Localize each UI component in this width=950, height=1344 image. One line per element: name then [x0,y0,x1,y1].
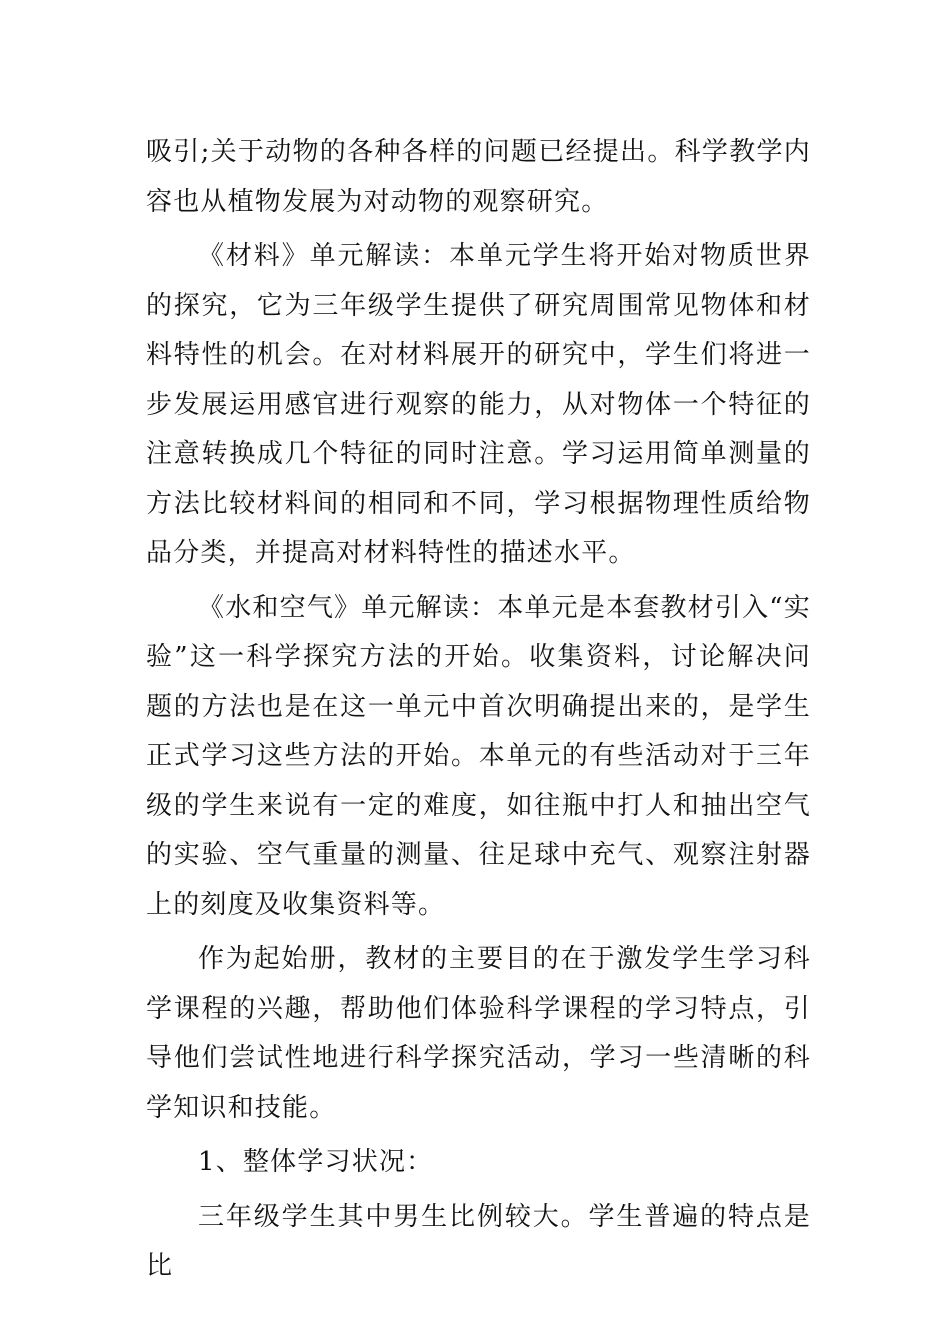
paragraph-water-air-unit: 《水和空气》单元解读：本单元是本套教材引入“实验”这一科学探究方法的开始。收集资料，讨论解决问题的方法也是在这一单元中首次明确提出来的，是学生正式学习这些方法的开始。本单元的有些活动对于三年级的学生来说有一定的难度，如往瓶中打人和抽出空气的实验、空气重量的测量、往足球中充气、观察注射器上的刻度及收集资料等。 [146,592,811,920]
paragraph-materials-unit: 《材料》单元解读：本单元学生将开始对物质世界的探究，它为三年级学生提供了研究周围常见物体和材料特性的机会。在对材料展开的研究中，学生们将进一步发展运用感官进行观察的能力，从对物体一个特征的注意转换成几个特征的同时注意。学习运用简单测量的方法比较材料间的相同和不同，学习根据物理性质给物品分类，并提高对材料特性的描述水平。 [146,241,811,568]
paragraph-student-profile: 三年级学生其中男生比例较大。学生普遍的特点是比 [146,1201,811,1281]
paragraph-textbook-purpose: 作为起始册，教材的主要目的在于激发学生学习科学课程的兴趣，帮助他们体验科学课程的学习特点，引导他们尝试性地进行科学探究活动，学习一些清晰的科学知识和技能。 [146,944,811,1123]
paragraph-animals-continued: 吸引;关于动物的各种各样的问题已经提出。科学教学内容也从植物发展为对动物的观察研究。 [146,137,811,217]
document-body [146,128,811,1297]
section-heading-overall-learning: 1、整体学习状况： [198,1147,434,1177]
